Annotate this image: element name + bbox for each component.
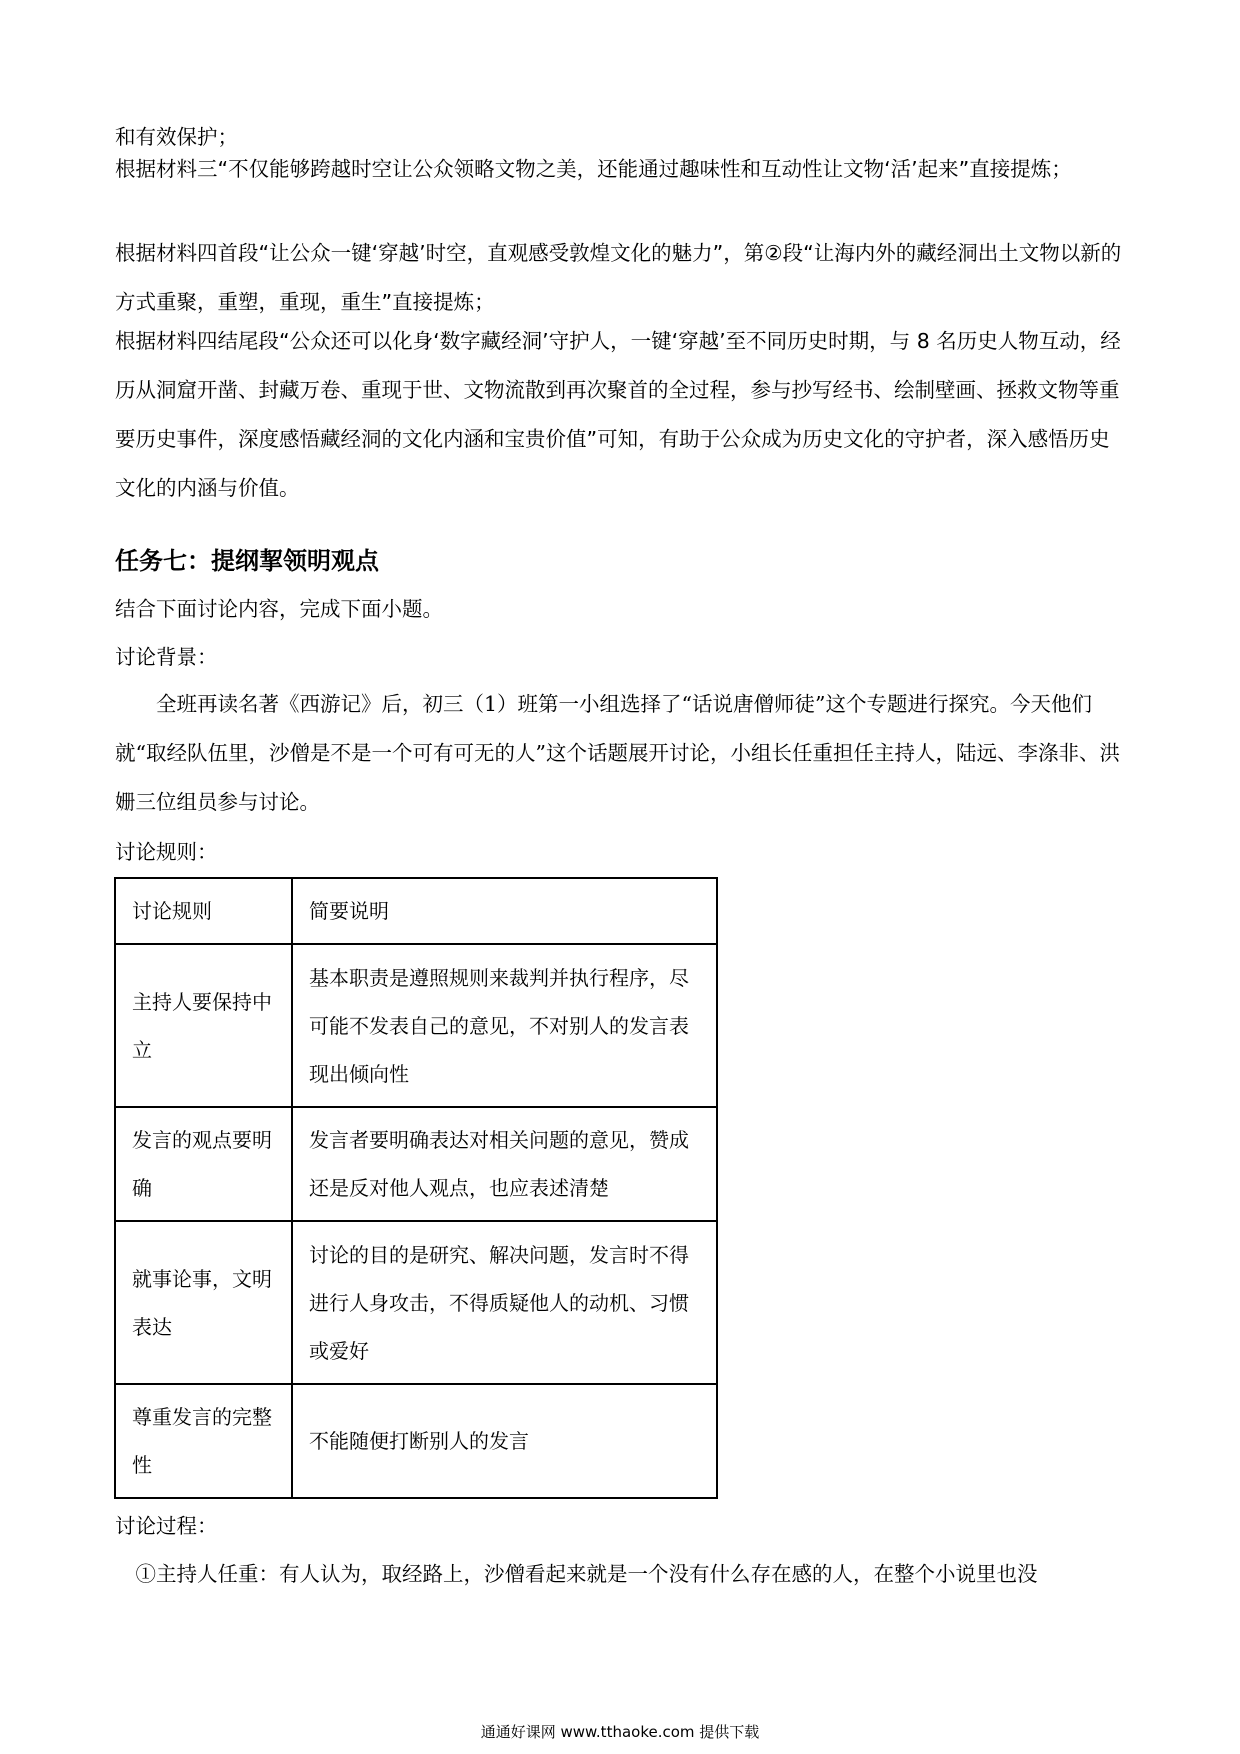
rules-table (114, 877, 718, 1499)
table-header-rule: 讨论规则 (115, 878, 292, 944)
background-text: 全班再读名著《西游记》后，初三（1）班第一小组选择了“话说唐僧师徒”这个专题进行探究。今天他们就“取经队伍里，沙僧是不是一个可有可无的人”这个话题展开讨论，小组长任重担任主持人，陆远、李涤非、洪姗三位组员参与讨论。 (115, 692, 1120, 814)
paragraph-3: 根据材料四首段“让公众一键‘穿越’时空，直观感受敦煌文化的魅力”，第②段“让海内外的藏经洞出土文物以新的方式重聚，重塑，重现，重生”直接提炼； (115, 241, 1122, 314)
desc-cell: 讨论的目的是研究、解决问题，发言时不得进行人身攻击，不得质疑他人的动机、习惯或爱好 (292, 1221, 717, 1384)
desc-cell: 不能随便打断别人的发言 (292, 1384, 717, 1498)
rule-cell: 就事论事，文明表达 (115, 1221, 292, 1384)
background-label: 讨论背景： (115, 645, 218, 669)
rule-cell: 发言的观点要明确 (115, 1107, 292, 1221)
rule-cell: 尊重发言的完整性 (115, 1384, 292, 1498)
page-footer: 通通好课网 www.tthaoke.com 提供下载 (480, 1723, 760, 1741)
desc-cell: 发言者要明确表达对相关问题的意见，赞成还是反对他人观点，也应表述清楚 (292, 1107, 717, 1221)
table-header-desc: 简要说明 (292, 878, 717, 944)
process-label: 讨论过程： (115, 1514, 218, 1538)
table-row (115, 944, 717, 1107)
instruction-text: 结合下面讨论内容，完成下面小题。 (115, 597, 443, 621)
table-header-row (115, 878, 717, 944)
paragraph-2: 根据材料三“不仅能够跨越时空让公众领略文物之美，还能通过趣味性和互动性让文物‘活’起来”直接提炼； (115, 157, 1072, 181)
task-heading: 任务七：提纲挈领明观点 (115, 547, 379, 575)
paragraph-1: 和有效保护； (115, 125, 238, 149)
desc-cell: 基本职责是遵照规则来裁判并执行程序，尽可能不发表自己的意见，不对别人的发言表现出倾向性 (292, 944, 717, 1107)
table-row (115, 1221, 717, 1384)
rule-cell: 主持人要保持中立 (115, 944, 292, 1107)
table-row (115, 1384, 717, 1498)
paragraph-4: 根据材料四结尾段“公众还可以化身‘数字藏经洞’守护人，一键‘穿越’至不同历史时期，与 8 名历史人物互动，经历从洞窟开凿、封藏万卷、重现于世、文物流散到再次聚首的全过程，参与抄写经书、绘制壁画、拯救文物等重要历史事件，深度感悟藏经洞的文化内涵和宝贵价值”可知，有助于公众成为历史文化的守护者，深入感悟历史文化的内涵与价值。 (115, 329, 1121, 500)
table-row (115, 1107, 717, 1221)
rules-label: 讨论规则： (115, 840, 218, 864)
process-text: ①主持人任重：有人认为，取经路上，沙僧看起来就是一个没有什么存在感的人，在整个小说里也没 (115, 1562, 1038, 1586)
